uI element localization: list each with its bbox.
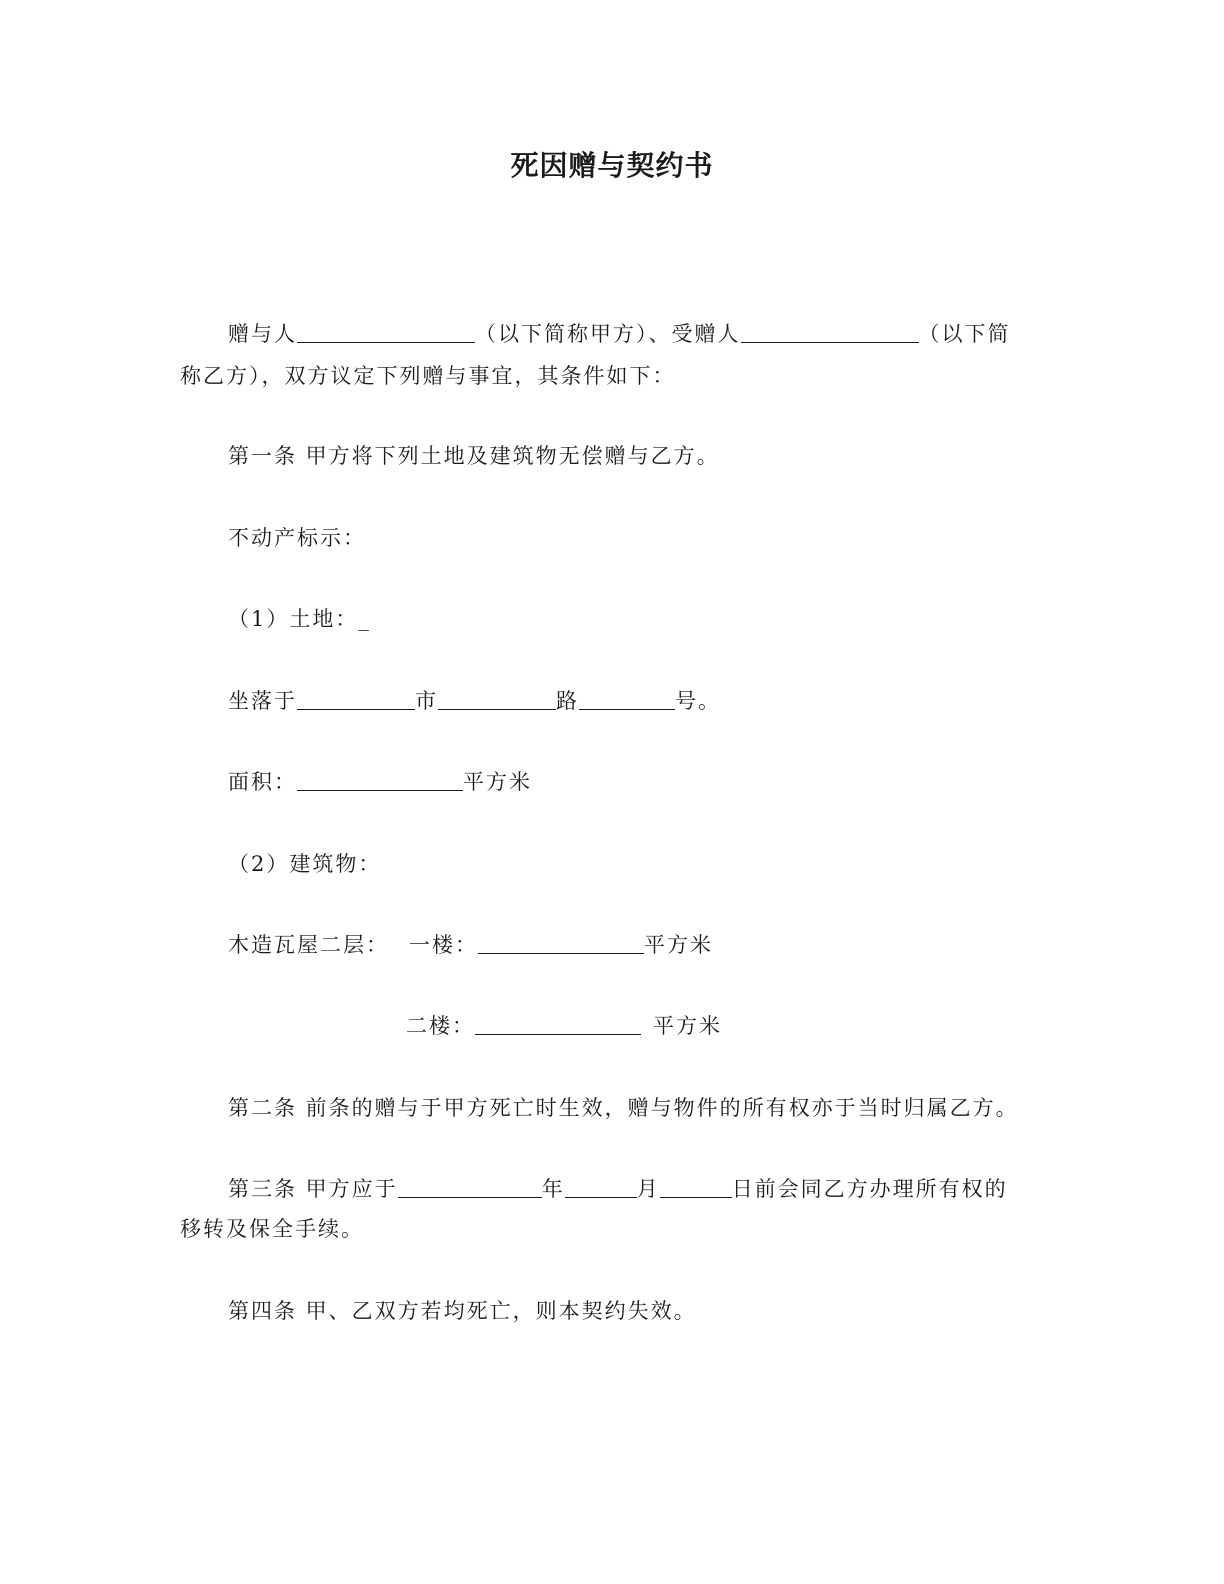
day-blank — [660, 1177, 732, 1198]
area-unit: 平方米 — [463, 770, 532, 794]
article-1: 第一条 甲方将下列土地及建筑物无偿赠与乙方。 — [228, 444, 720, 468]
donor-label: 赠与人 — [228, 322, 297, 346]
land-area-line — [228, 767, 532, 797]
building-floor1-line — [228, 930, 713, 960]
document-title: 死因赠与契约书 — [510, 149, 714, 182]
year-blank — [398, 1177, 542, 1198]
building-type: 木造瓦屋二层： — [228, 933, 389, 957]
location-prefix: 坐落于 — [228, 689, 297, 713]
area-blank — [297, 770, 463, 791]
number-blank — [579, 689, 675, 710]
building-floor2-line — [406, 1011, 722, 1041]
article-3-prefix: 第三条 甲方应于 — [228, 1177, 398, 1201]
article-3-line-2: 移转及保全手续。 — [180, 1217, 364, 1241]
number-label: 号。 — [675, 689, 721, 713]
article-4: 第四条 甲、乙双方若均死亡，则本契约失效。 — [228, 1299, 697, 1323]
area-label: 面积： — [228, 770, 297, 794]
floor1-unit: 平方米 — [644, 933, 713, 957]
month-blank — [565, 1177, 637, 1198]
intro-line-2: 称乙方），双方议定下列赠与事宜，其条件如下： — [180, 364, 676, 388]
article-3-line-1 — [228, 1174, 1008, 1204]
city-blank — [297, 689, 415, 710]
month-label: 月 — [636, 1177, 660, 1201]
building-label: （2）建筑物： — [228, 852, 382, 876]
floor1-blank — [478, 933, 644, 954]
floor2-label: 二楼： — [406, 1014, 475, 1038]
city-label: 市 — [415, 689, 438, 713]
floor2-blank — [475, 1014, 641, 1035]
realty-heading: 不动产标示： — [228, 526, 366, 550]
article-2: 第二条 前条的赠与于甲方死亡时生效，赠与物件的所有权亦于当时归属乙方。 — [228, 1096, 1019, 1120]
land-label: （1）土地：_ — [228, 607, 371, 631]
road-blank — [438, 689, 556, 710]
land-location-line — [228, 686, 721, 716]
road-label: 路 — [556, 689, 579, 713]
day-rest: 日前会同乙方办理所有权的 — [731, 1177, 1008, 1201]
intro-line-1 — [228, 319, 1011, 349]
floor1-label: 一楼： — [409, 933, 478, 957]
donor-blank — [297, 322, 475, 343]
floor2-unit: 平方米 — [653, 1014, 722, 1038]
donee-blank — [741, 322, 919, 343]
donee-alias-start: （以下简 — [918, 322, 1011, 346]
year-label: 年 — [541, 1177, 565, 1201]
donor-alias: （以下简称甲方）、受赠人 — [475, 322, 741, 346]
